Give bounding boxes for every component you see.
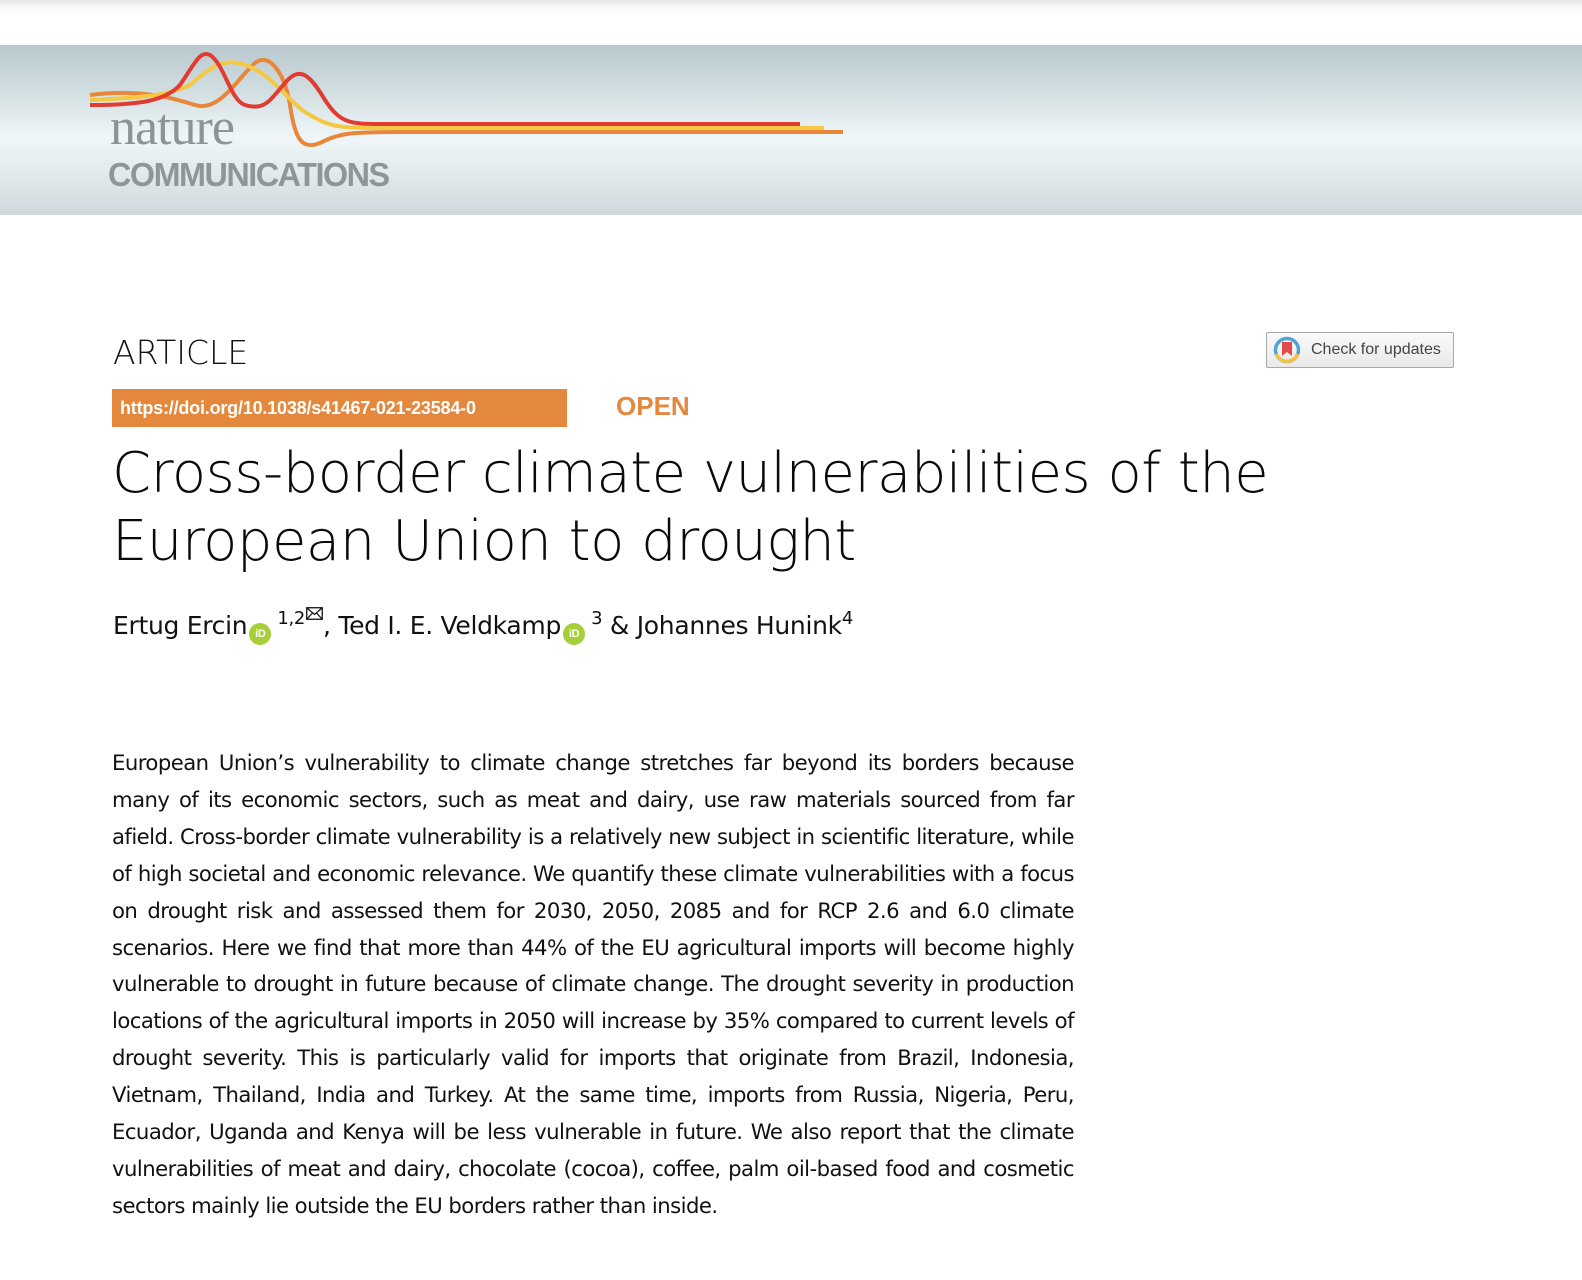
crossmark-icon bbox=[1273, 336, 1301, 364]
browser-top-shadow bbox=[0, 0, 1582, 16]
check-for-updates-button[interactable] bbox=[1266, 332, 1454, 368]
author-list bbox=[113, 607, 853, 645]
author-affiliations: 1,2 bbox=[277, 608, 306, 629]
check-for-updates-label: Check for updates bbox=[1311, 341, 1441, 358]
author-separator: , bbox=[323, 611, 339, 640]
author-name[interactable]: Ertug Ercin bbox=[113, 611, 248, 640]
article-title-line-1: Cross-border climate vulnerabilities of the bbox=[112, 441, 1269, 506]
article-type-label: ARTICLE bbox=[113, 333, 249, 372]
journal-masthead bbox=[0, 45, 1582, 215]
article-title bbox=[112, 440, 1312, 576]
author-name[interactable]: Ted I. E. Veldkamp bbox=[338, 611, 562, 640]
orcid-icon[interactable]: iD bbox=[563, 623, 585, 645]
author-affiliations: 3 bbox=[591, 608, 603, 629]
doi-link[interactable]: https://doi.org/10.1038/s41467-021-23584-0 bbox=[112, 389, 567, 427]
orcid-icon[interactable]: iD bbox=[249, 623, 271, 645]
author-affiliations: 4 bbox=[841, 608, 854, 629]
corresponding-author-envelope-icon[interactable] bbox=[306, 607, 323, 620]
article-abstract: European Union’s vulnerability to climate change stretches far beyond its borders because many of its economic sectors, such as meat and dairy, use raw materials sourced from far afield. Cross-border climate vulnerability is a relatively new subject in scientific literature, while of high societal and economic relevance. We quantify these climate vulnerabilities with a focus on drought risk and assessed them for 2030, 2050, 2085 and for RCP 2.6 and 6.0 climate scenarios. Here we find that more than 44% of the EU agricultural imports will become highly vulnerable to drought in future because of climate change. The drought severity in production locations of the agricultural imports in 2050 will increase by 35% compared to current levels of drought severity. This is particularly valid for imports that originate from Brazil, Indonesia, Vietnam, Thailand, India and Turkey. At the same time, imports from Russia, Nigeria, Peru, Ecuador, Uganda and Kenya will be less vulnerable in future. We also report that the climate vulnerabilities of meat and dairy, chocolate (cocoa), coffee, palm oil-based food and cosmetic sectors mainly lie outside the EU borders rather than inside. bbox=[112, 750, 1074, 1218]
journal-logo-nature: nature bbox=[110, 99, 234, 156]
author-name[interactable]: Johannes Hunink bbox=[636, 611, 842, 640]
article-title-line-2: European Union to drought bbox=[112, 509, 856, 574]
open-access-label: OPEN bbox=[616, 391, 690, 421]
journal-logo-communications: COMMUNICATIONS bbox=[108, 156, 389, 193]
author-separator: & bbox=[602, 611, 637, 640]
